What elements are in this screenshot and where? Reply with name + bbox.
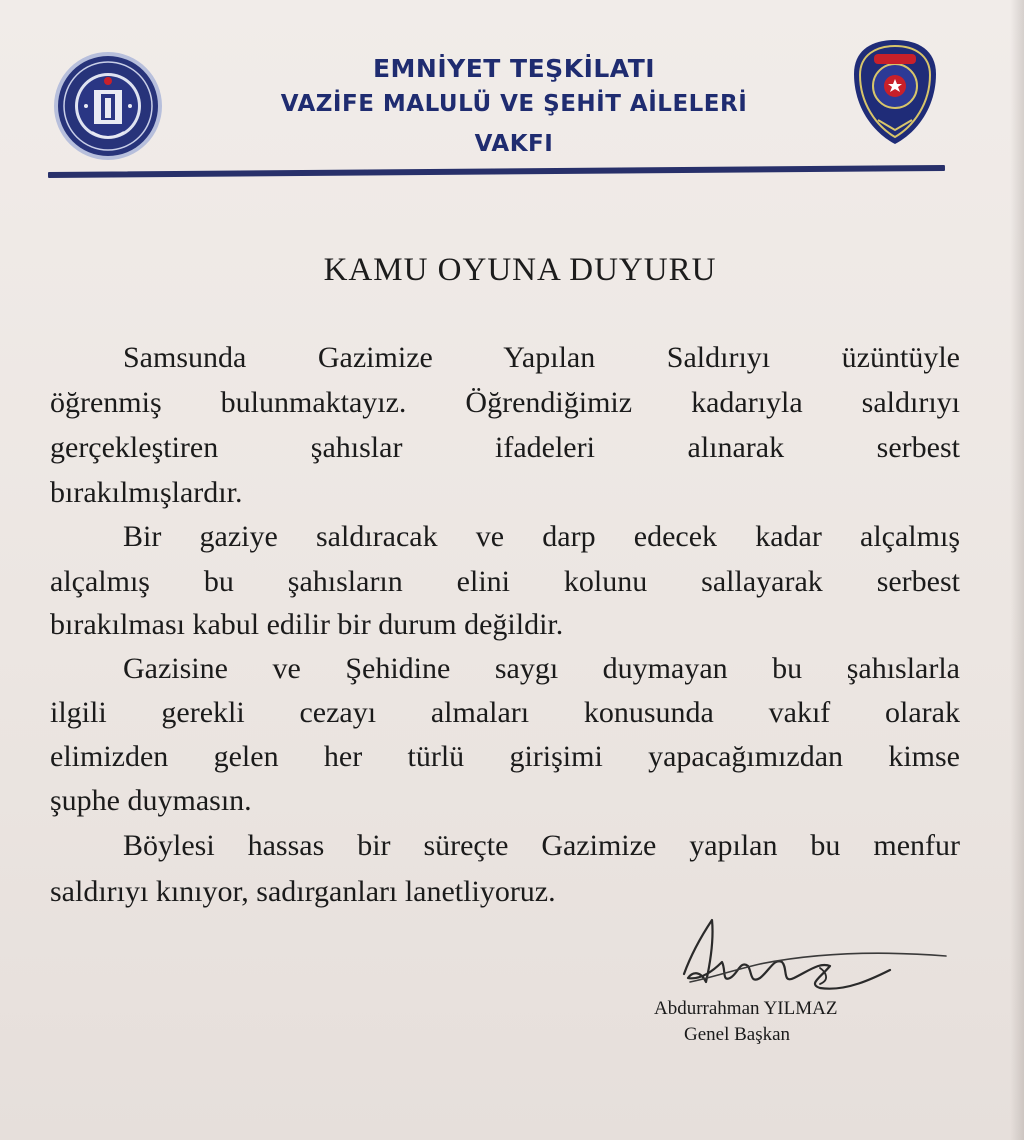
body-line: Samsunda Gazimize Yapılan Saldırıyı üzüntüyle xyxy=(123,341,960,374)
signatory-role: Genel Başkan xyxy=(684,1024,791,1045)
body-line: saldırıyı kınıyor, sadırganları lanetliyoruz. xyxy=(50,875,556,908)
body-line: Böylesi hassas bir süreçte Gazimize yapılan bu menfur xyxy=(123,829,960,862)
body-line: bırakılmışlardır. xyxy=(50,476,243,509)
body-line: bırakılması kabul edilir bir durum değildir. xyxy=(50,608,564,641)
org-name-line-3: VAKFI xyxy=(474,131,554,157)
page-edge-shadow xyxy=(1010,0,1024,1140)
body-line: şuphe duymasın. xyxy=(50,784,252,817)
header-divider xyxy=(48,165,945,178)
body-line: öğrenmiş bulunmaktayız. Öğrendiğimiz kadarıyla saldırıyı xyxy=(50,386,960,419)
foundation-emblem-icon xyxy=(52,50,164,162)
org-name-line-2: VAZİFE MALULÜ VE ŞEHİT AİLELERİ xyxy=(280,91,748,117)
announcement-title: KAMU OYUNA DUYURU xyxy=(323,252,717,288)
body-line: gerçekleştiren şahıslar ifadeleri alınarak serbest xyxy=(50,431,960,464)
body-line: Bir gaziye saldıracak ve darp edecek kadar alçalmış xyxy=(123,520,960,553)
signatory-name: Abdurrahman YILMAZ xyxy=(654,998,838,1019)
body-line: alçalmış bu şahısların elini kolunu sallayarak serbest xyxy=(50,565,960,598)
body-line: Gazisine ve Şehidine saygı duymayan bu şahıslarla xyxy=(123,652,960,685)
body-line: elimizden gelen her türlü girişimi yapacağımızdan kimse xyxy=(50,740,960,773)
police-badge-icon xyxy=(848,36,942,148)
org-name-line-1: EMNİYET TEŞKİLATI xyxy=(372,54,656,83)
body-line: ilgili gerekli cezayı almaları konusunda vakıf olarak xyxy=(50,696,960,729)
